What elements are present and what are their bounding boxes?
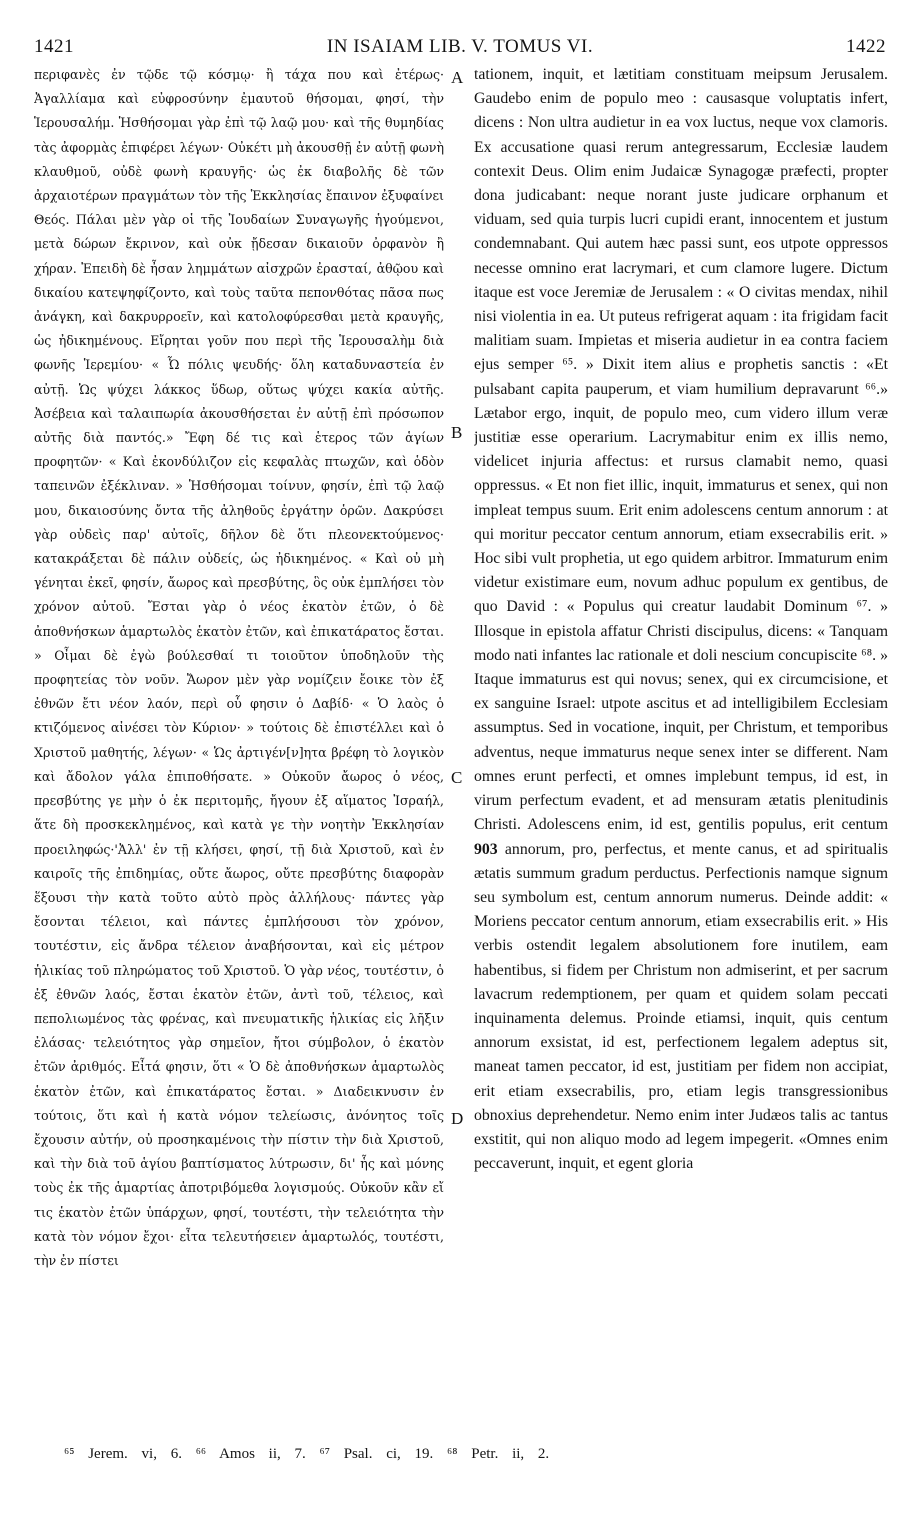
latin-text-part-1: tationem, inquit, et lætitiam constituam meipsum Jerusalem. Gaudebo enim de populo meo : causasque voluptatis infert, dicens : Non ultra audietur in ea vox luctus, neque vox clamoris. Ex accusatione quasi rerum antegressarum, Ecclesiæ laudem contexit Deus. Olim enim Judaicæ Synagogæ præfecti, propter dona judicabant: neque norant juste judicare orphanum et viduam, sed quia turpis lucri cupidi erant, innocentem et justum condemnabant. Qui autem hæc passi sunt, eos utpote oppressos necesse omnino erat lacrymari, et cum clamore lugere. Dictum itaque est voce Jeremiæ de Jerusalem : « O civitas mendax, nihil nisi violentia in ea. Ut puteus refrigerat aquam : ita frigidam facit malitiam suam. Impietas et miseria audietur in ea contra faciem ejus semper ⁶⁵. » Dixit item alius e prophetis sanctis : «Et pulsabant capita pauperum, et viam humilium depravarunt ⁶⁶.» Lætabor ergo, inquit, de populo meo, cum videro illum veræ justitiæ esse operarium. Lacrymabitur enim ex illis nemo, videlicet injuria affectus: et rursus clamabit nemo, quasi oppressus. « Et non fiet illic, inquit, immaturus et senex, qui non impleat tempus suum. Erit enim adolescens centum annorum : at qui moritur peccator centum annorum, etiam exsecrabilis erit. » Hoc sibi vult prophetia, ut ego quidem arbitror. Immaturum enim videtur existimare eum, novum adhuc populum ex gentibus, de quo David : « Populus qui creatur laudabit Dominum ⁶⁷. » Illosque in epistola affatur Christi discipulus, dicens: « Tanquam modo nati infantes lac rationale et doli nescium concupiscite ⁶⁸. » Itaque immaturus est qui novus; senex, qui ex circumcisione, et ex sanguine Israel: utpote ascitus et ad intelligibilem Ecclesiam assumptus. Sed in vocatione, inquit, per Christum, et temporibus adventus, neque immaturus neque senex inter se different. Nam omnes erunt perfecti, et omnes implebunt tempus, id est, in virum perfectum evadent, et ad mensuram ætatis plenitudinis Christi. Adolescens enim, id est, gentilis populus, erit centum: [474, 66, 888, 834]
footnotes: ⁶⁵ Jerem. vi, 6. ⁶⁶ Amos ii, 7. ⁶⁷ Psal. ci, 19. ⁶⁸ Petr. ii, 2.: [64, 1446, 550, 1462]
running-title: IN ISAIAM LIB. V. TOMUS VI.: [326, 36, 594, 57]
latin-text-column: [474, 63, 888, 1437]
page-marker-number: 903: [474, 840, 498, 858]
page-number-left: 1421: [34, 36, 74, 57]
page-number-right: 1422: [846, 36, 886, 57]
greek-text: περιφανὲς ἐν τῷδε τῷ κόσμῳ· ἢ τάχα που καὶ ἐτέρως· Ἀγαλλίαμα καὶ εὐφροσύνην ἐμαυτοῦ θήσομαι, φησί, τὴν Ἱερουσαλήμ. Ἡσθήσομαι γὰρ ἐπὶ τῷ λαῷ μου· καὶ τῆς θυμηδίας τὰς ἀφορμὰς ἐπιφέρει λέγων· Οὐκέτι μὴ ἀκουσθῇ ἐν αὐτῇ φωνὴ κλαυθμοῦ, οὐδὲ φωνὴ κραυγῆς· ὡς ἐκ διαβολῆς δὲ τῶν ἀρχαιοτέρων πραγμάτων τὸν τῆς Ἐκκλησίας ἔπαινον ἐξυφαίνει Θεός. Πάλαι μὲν γὰρ οἱ τῆς Ἰουδαίων Συναγωγῆς ἡγούμενοι, μετὰ δώρων ἔκρινον, καὶ οὐκ ᾔδεσαν δικαιοῦν ὀρφανὸν ἢ χήραν. Ἐπειδὴ δὲ ἦσαν λημμάτων αἰσχρῶν ἐρασταί, ἀθῷου καὶ δικαίου κατεψηφίζοντο, καὶ τοὺς ταῦτα πεπονθότας πᾶσα πως ἀνάγκη, καὶ δακρυρροεῖν, καὶ κατολοφύρεσθαι μετὰ κραυγῆς, ὡς ἠδικημένους. Εἴρηται γοῦν που περὶ τῆς Ἱερουσαλὴμ διὰ φωνῆς Ἱερεμίου· « Ὦ πόλις ψευδής· ὅλη καταδυναστεία ἐν αὐτῇ. Ὡς ψύχει λάκκος ὕδωρ, οὕτως ψύχει κακία αὐτῆς. Ἀσέβεια καὶ ταλαιπωρία ἀκουσθήσεται ἐν αὐτῇ ἐπὶ πρόσωπον αὐτῆς διὰ παντός.» Ἔφη δέ τις καὶ ἑτερος τῶν ἁγίων προφητῶν· « Καὶ ἐκονδύλιζον εἰς κεφαλὰς πτωχῶν, καὶ ὁδὸν ταπεινῶν ἐξέκλιναν. » Ἡσθήσομαι τοίνυν, φησίν, ἐπὶ τῷ λαῷ μου, δικαιοσύνης ὄντα τῆς ἀληθοῦς ἐργάτην ὁρῶν. Δακρύσει γὰρ οὐδεὶς παρ' αὐτοῖς, δῆλον δὲ ὅτι πλεονεκτούμενος· κατακράξεται δὲ πάλιν οὐδείς, ὡς ἠδικημένος. « Καὶ οὐ μὴ γένηται ἐκεῖ, φησίν, ἄωρος καὶ πρεσβύτης, ὃς οὐκ ἐμπλήσει τὸν χρόνον αὐτοῦ. Ἔσται γὰρ ὁ νέος ἑκατὸν ἐτῶν, ὁ δὲ ἀποθνήσκων ἁμαρτωλὸς ἑκατὸν ἐτῶν, καὶ ἐπικατάρατος ἔσται. » Οἶμαι δὲ ἐγὼ βούλεσθαί τι τοιοῦτον ὑποδηλοῦν τὴς προφητείας τὸν νοῦν. Ἄωρον μὲν γὰρ νομίζειν ἔοικε τὸν ἐξ ἐθνῶν ἔτι νέον λαόν, περὶ οὗ φησιν ὁ Δαβίδ· « Ὁ λαὸς ὁ κτιζόμενος αἰνέσει τὸν Κύριον· » τούτοις δὲ ἐπιστέλλει καὶ ὁ Χριστοῦ μαθητής, λέγων· « Ὡς ἀρτιγέν[ν]ητα βρέφη τὸ λογικὸν καὶ ἄδολον γάλα ἐπιποθήσατε. » Οὐκοῦν ἄωρος ὁ νέος, πρεσβύτης γε μὴν ὁ ἐκ περιτομῆς, ἤγουν ἐξ αἵματος Ἰσραήλ, ἅτε δὴ προσκεκλημένος, καὶ κατὰ γε τὴν νοητὴν Ἐκκλησίαν προειληφώς·'Ἀλλ' ἐν τῇ κλήσει, φησί, τῇ διὰ Χριστοῦ, καὶ ἐν καιροῖς τῆς ἐπιδημίας, οὔτε ἄωρος, οὔτε πρεσβύτης διαφορὰν ἕξουσι τὴν κατὰ τοῦτο αὐτὸ πρὸς ἀλλήλους· πάντες γὰρ ἔσονται τέλειοι, καὶ πάντες ἐμπλήσουσι τὸν χρόνον, τουτέστιν, εἰς ἄνδρα τέλειον ἀναβήσονται, καὶ εἰς μέτρον ἡλικίας τοῦ πληρώματος τοῦ Χριστοῦ. Ὁ γὰρ νέος, τουτέστιν, ὁ ἐξ ἐθνῶν λαός, ἔσται ἑκατὸν ἐτῶν, ἀντὶ τοῦ, τέλειος, καὶ πεπολιωμένος τὰς φρένας, καὶ πνευματικῆς ἡλικίας εἰς λῆξιν ἐλάσας· τελειότητος γὰρ σημεῖον, ἤτοι σύμβολον, ὁ ἑκατὸν ἐτῶν ἀριθμός. Εἶτά φησιν, ὅτι « Ὁ δὲ ἀποθνήσκων ἁμαρτωλὸς ἑκατὸν ἐτῶν, καὶ ἐπικατάρατος ἔσται. » Διαδεικνυσιν ἐν τούτοις, ὅτι καὶ ἡ κατὰ νόμον τελείωσις, ἀνόνητος τοῖς ἔχουσιν αὐτήν, οὐ προσηκαμένοις τὴν πίστιν τὴν διὰ Χριστοῦ, καὶ τὴν διὰ τοῦ ἁγίου βαπτίσματος λύτρωσιν, δι' ἧς καὶ μόνης τοὺς ἐκ τῆς ἁμαρτίας ἀποτριβόμεθα λογισμούς. Οὐκοῦν κἂν εἴ τις ἑκατὸν ἐτῶν ὑπάρχων, φησί, τουτέστι, τὴν τελειότητα τὴν κατὰ τὸν νόμον ἔχοι· εἶτα τελευτήσειεν ἁμαρτωλός, τουτέστι, τὴν ἐν πίστει: [34, 67, 444, 1268]
margin-marker-d: D: [451, 1109, 464, 1128]
latin-text: [474, 63, 888, 1176]
greek-text-column: [34, 63, 444, 1437]
margin-marker-a: A: [451, 68, 464, 87]
margin-marker-b: B: [451, 423, 463, 442]
margin-marker-c: C: [451, 768, 463, 787]
latin-text-part-2: annorum, pro, perfectus, et mente canus, et ad spiritualis ætatis summum gradum perductus. Perfectionis namque signum seu symbolum est, centum annorum numerus. Deinde addit: « Moriens peccator centum annorum, etiam exsecrabilis erit. » His verbis ostendit legalem absolutionem fore inutilem, eam habentibus, si fidem per Christum non admiserint, et per sacrum lavacrum redemptionem, per quam et quidem solam peccati inquinamenta delemus. Proinde etiamsi, inquit, quis centum annorum exsistat, id est, perfectionem legalem adeptus sit, maneat tamen peccator, id est, justitiam per fidem non accipiat, erit etiam exsecrabilis, pro, etiam legis transgressionibus obnoxius deprehendetur. Nemo enim inter Judæos talis ac tantus exstitit, qui non aliquo modo ad legem impegerit. «Omnes enim peccaverunt, inquit, et egent gloria: [474, 840, 888, 1173]
running-header: [34, 36, 886, 60]
